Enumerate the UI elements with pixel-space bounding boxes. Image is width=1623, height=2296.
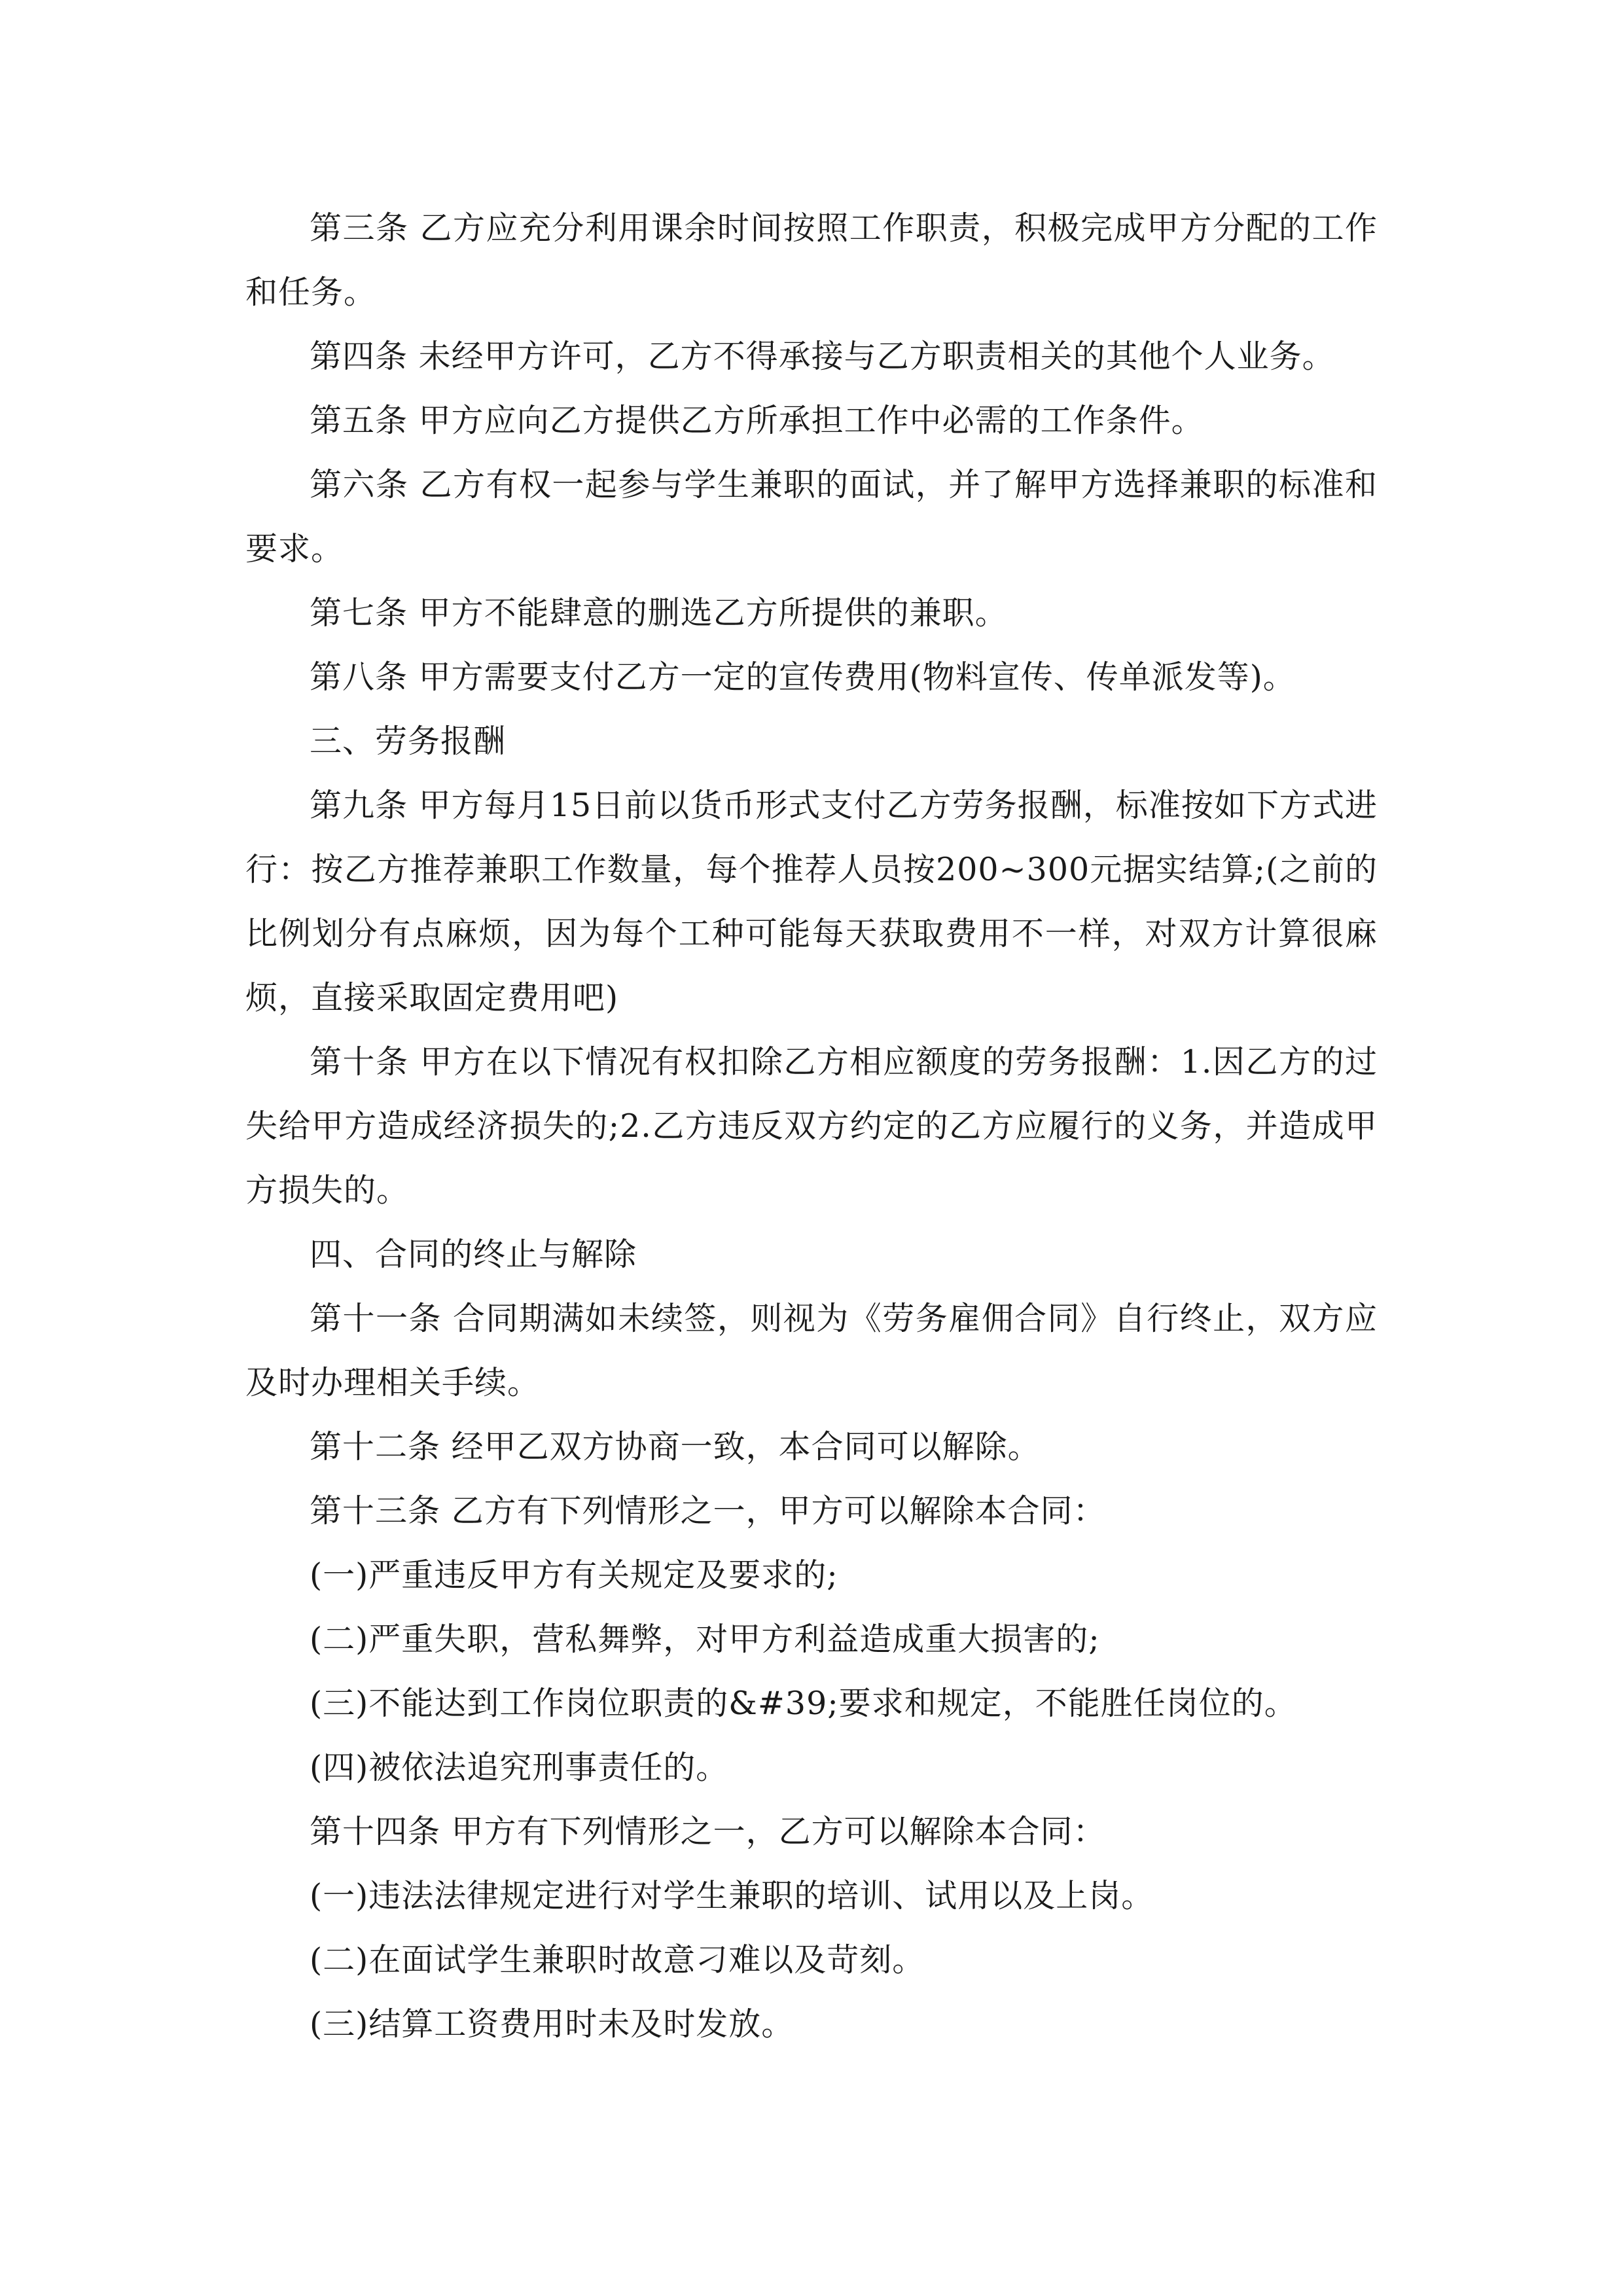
clause-11: 第十一条 合同期满如未续签，则视为《劳务雇佣合同》自行终止，双方应及时办理相关手续。: [245, 1300, 1378, 1401]
clause-12: 第十二条 经甲乙双方协商一致，本合同可以解除。: [310, 1428, 1041, 1465]
clause-10: 第十条 甲方在以下情况有权扣除乙方相应额度的劳务报酬：1.因乙方的过失给甲方造成经济损失的;2.乙方违反双方约定的乙方应履行的义务，并造成甲方损失的。: [245, 1043, 1378, 1209]
section-heading-termination: 四、合同的终止与解除: [310, 1236, 637, 1273]
clause-4: 第四条 未经甲方许可，乙方不得承接与乙方职责相关的其他个人业务。: [310, 338, 1335, 375]
clause-9: 第九条 甲方每月15日前以货币形式支付乙方劳务报酬，标准按如下方式进行：按乙方推荐兼职工作数量，每个推荐人员按200~300元据实结算;(之前的比例划分有点麻烦，因为每个工种可能每天获取费用不一样，对双方计算很麻烦，直接采取固定费用吧): [245, 787, 1378, 1016]
clause-14-item-3: (三)结算工资费用时未及时发放。: [310, 2005, 794, 2043]
clause-14: 第十四条 甲方有下列情形之一，乙方可以解除本合同：: [310, 1813, 1106, 1850]
clause-6: 第六条 乙方有权一起参与学生兼职的面试，并了解甲方选择兼职的标准和要求。: [245, 466, 1378, 567]
clause-7: 第七条 甲方不能肆意的删选乙方所提供的兼职。: [310, 594, 1008, 632]
clause-14-item-1: (一)违法法律规定进行对学生兼职的培训、试用以及上岗。: [310, 1877, 1154, 1914]
clause-5: 第五条 甲方应向乙方提供乙方所承担工作中必需的工作条件。: [310, 402, 1204, 439]
clause-13-item-4: (四)被依法追究刑事责任的。: [310, 1749, 729, 1786]
section-heading-remuneration: 三、劳务报酬: [310, 723, 507, 760]
clause-13-item-2: (二)严重失职，营私舞弊，对甲方利益造成重大损害的;: [310, 1621, 1100, 1658]
document-body: [245, 196, 1378, 2056]
clause-13: 第十三条 乙方有下列情形之一，甲方可以解除本合同：: [310, 1492, 1106, 1530]
clause-3: 第三条 乙方应充分利用课余时间按照工作职责，积极完成甲方分配的工作和任务。: [245, 209, 1378, 311]
clause-14-item-2: (二)在面试学生兼职时故意刁难以及苛刻。: [310, 1941, 925, 1979]
clause-13-item-3: (三)不能达到工作岗位职责的&#39;要求和规定，不能胜任岗位的。: [310, 1685, 1297, 1722]
clause-8: 第八条 甲方需要支付乙方一定的宣传费用(物料宣传、传单派发等)。: [310, 658, 1296, 696]
clause-13-item-1: (一)严重违反甲方有关规定及要求的;: [310, 1556, 838, 1594]
